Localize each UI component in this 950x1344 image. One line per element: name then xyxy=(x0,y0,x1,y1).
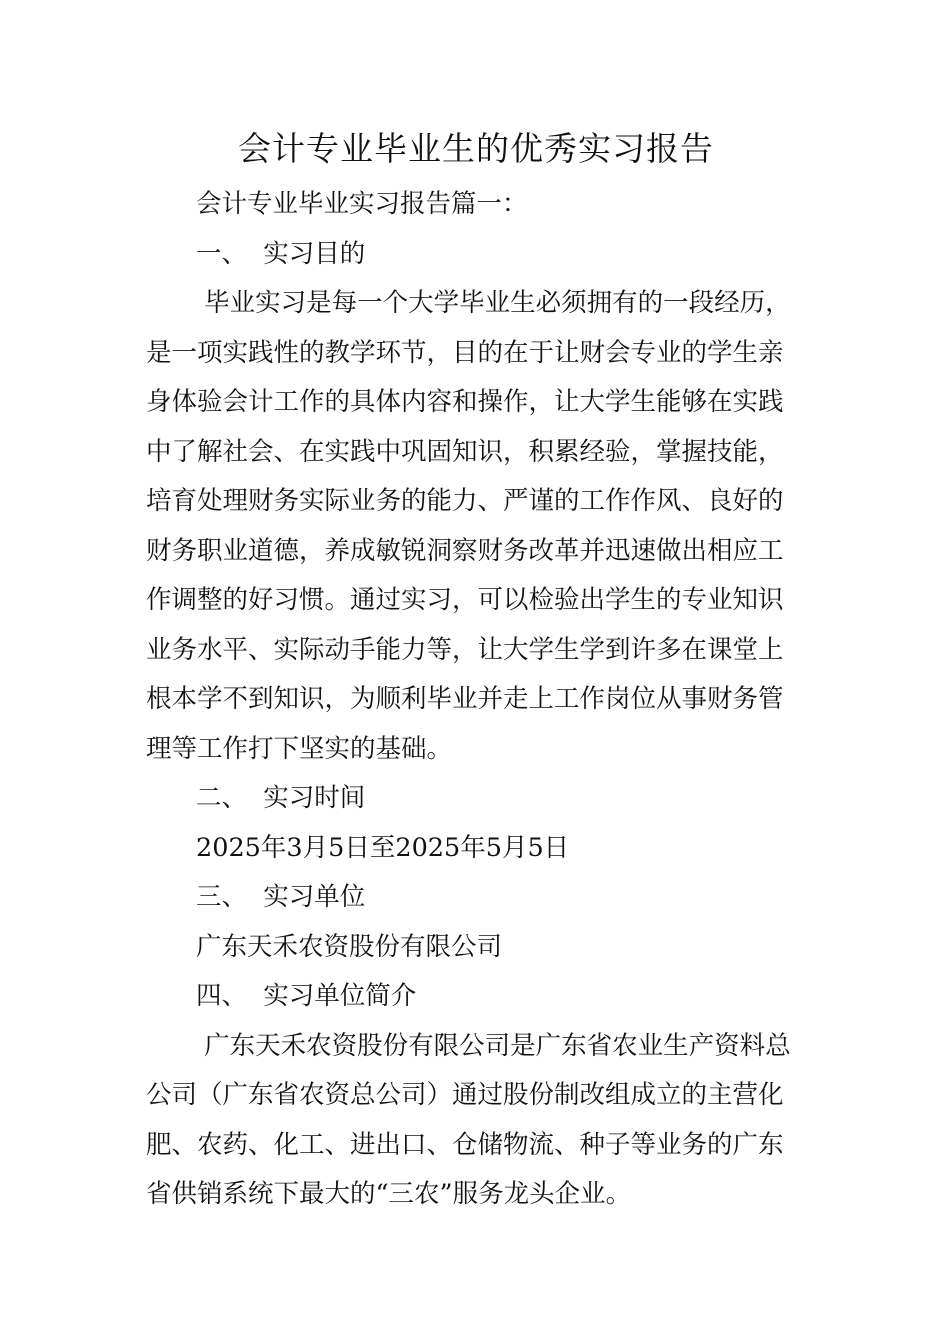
section-heading-company-intro: 四、 实习单位简介 xyxy=(196,981,417,1011)
paragraph-line: 公司（广东省农资总公司）通过股份制改组成立的主营化 xyxy=(146,1080,784,1110)
section-heading-time: 二、 实习时间 xyxy=(196,783,366,813)
paragraph-line: 根本学不到知识，为顺利毕业并走上工作岗位从事财务管 xyxy=(146,684,784,714)
paragraph-line: 省供销系统下最大的“三农”服务龙头企业。 xyxy=(146,1179,632,1209)
paragraph-line: 毕业实习是每一个大学毕业生必须拥有的一段经历， xyxy=(196,288,791,318)
paragraph-line: 肥、农药、化工、进出口、仓储物流、种子等业务的广东 xyxy=(146,1129,784,1160)
section-heading-purpose: 一、 实习目的 xyxy=(196,238,366,269)
internship-dates: 2025年3月5日至2025年5月5日 xyxy=(196,832,570,863)
paragraph-line: 培育处理财务实际业务的能力、严谨的工作作风、良好的 xyxy=(146,486,784,516)
paragraph-line: 中了解社会、在实践中巩固知识，积累经验，掌握技能， xyxy=(146,436,784,467)
section-heading-company: 三、 实习单位 xyxy=(196,882,366,912)
document-title: 会计专业毕业生的优秀实习报告 xyxy=(238,129,714,168)
paragraph-line: 广东天禾农资股份有限公司是广东省农业生产资料总 xyxy=(196,1030,791,1061)
company-name: 广东天禾农资股份有限公司 xyxy=(196,931,503,962)
paragraph-line: 财务职业道德，养成敏锐洞察财务改革并迅速做出相应工 xyxy=(146,535,784,566)
document-page xyxy=(146,118,806,1220)
section-body-purpose xyxy=(146,279,806,774)
paragraph-line: 是一项实践性的教学环节，目的在于让财会专业的学生亲 xyxy=(146,337,784,368)
section-body-company-intro xyxy=(146,1022,806,1220)
paragraph-line: 理等工作打下坚实的基础。 xyxy=(146,733,453,764)
paragraph-line: 作调整的好习惯。通过实习，可以检验出学生的专业知识 xyxy=(146,585,784,615)
paragraph-line: 业务水平、实际动手能力等，让大学生学到许多在课堂上 xyxy=(146,634,784,665)
report-subtitle: 会计专业毕业实习报告篇一： xyxy=(196,189,528,219)
paragraph-line: 身体验会计工作的具体内容和操作，让大学生能够在实践 xyxy=(146,387,784,417)
